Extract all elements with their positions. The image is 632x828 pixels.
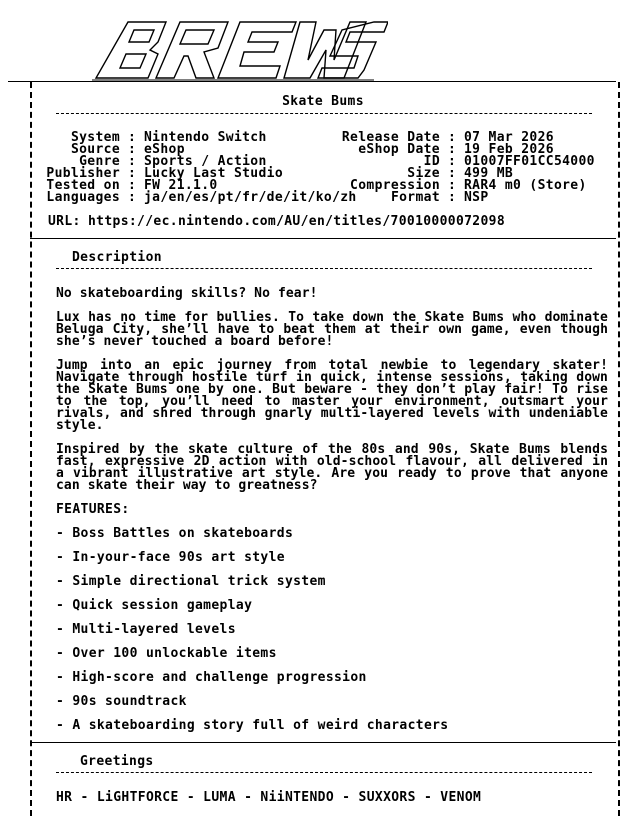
feature-item: - 90s soundtrack [56, 694, 187, 709]
info-colon: : [448, 190, 457, 205]
info-colon: : [128, 142, 137, 157]
info-value: 01007FF01CC54000 [464, 154, 595, 169]
release-title: Skate Bums [282, 94, 364, 109]
info-label: Genre [79, 154, 120, 169]
info-value: Sports / Action [144, 154, 267, 169]
brews-logo [88, 20, 388, 82]
info-label: Languages [46, 190, 120, 205]
description-rule [56, 268, 592, 269]
info-colon: : [448, 154, 457, 169]
feature-item: - Multi-layered levels [56, 622, 236, 637]
info-colon: : [128, 154, 137, 169]
info-value: Lucky Last Studio [144, 166, 284, 181]
info-label: Source [70, 142, 120, 157]
title-rule [56, 113, 592, 114]
feature-item: - A skateboarding story full of weird characters [56, 718, 449, 733]
info-colon: : [128, 130, 137, 145]
info-colon: : [448, 142, 457, 157]
url-label: URL: [48, 214, 81, 229]
info-label: Compression [350, 178, 440, 193]
info-label: Format [390, 190, 440, 205]
info-label: Tested on [46, 178, 120, 193]
feature-item: - In-your-face 90s art style [56, 550, 285, 565]
info-label: Release Date [341, 130, 440, 145]
feature-item: - Simple directional trick system [56, 574, 326, 589]
greetings-text: HR - LiGHTFORCE - LUMA - NiiNTENDO - SUXXORS - VENOM [56, 790, 482, 805]
info-value: 499 MB [464, 166, 514, 181]
info-colon: : [448, 178, 457, 193]
info-label: eShop Date [358, 142, 440, 157]
section-separator [30, 742, 616, 743]
info-value: 07 Mar 2026 [464, 130, 554, 145]
info-label: Publisher [46, 166, 120, 181]
info-value: 19 Feb 2026 [464, 142, 554, 157]
feature-item: - Quick session gameplay [56, 598, 253, 613]
store-url-link[interactable]: https://ec.nintendo.com/AU/en/titles/70010000072098 [88, 214, 506, 229]
info-value: RAR4 m0 (Store) [464, 178, 587, 193]
feature-item: - Boss Battles on skateboards [56, 526, 294, 541]
greetings-heading: Greetings [80, 754, 154, 769]
info-colon: : [128, 178, 137, 193]
description-paragraph: Inspired by the skate culture of the 80s and 90s, Skate Bums blends fast, expressive 2D action with old-school flavour, all delivered in a vibrant illustrative art style. Are you ready to prove that anyone can skate their way to greatness? [56, 442, 608, 493]
info-value: ja/en/es/pt/fr/de/it/ko/zh [144, 190, 357, 205]
section-separator [30, 238, 616, 239]
info-value: Nintendo Switch [144, 130, 267, 145]
description-heading: Description [72, 250, 162, 265]
description-paragraph: No skateboarding skills? No fear! [56, 286, 318, 301]
features-heading: FEATURES: [56, 502, 130, 517]
info-colon: : [128, 190, 137, 205]
greetings-rule [56, 772, 592, 773]
info-value: eShop [144, 142, 185, 157]
info-value: NSP [464, 190, 489, 205]
feature-item: - Over 100 unlockable items [56, 646, 277, 661]
info-value: FW 21.1.0 [144, 178, 218, 193]
info-colon: : [448, 130, 457, 145]
info-label: ID [423, 154, 440, 169]
info-label: Size [407, 166, 440, 181]
info-colon: : [448, 166, 457, 181]
info-colon: : [128, 166, 137, 181]
feature-item: - High-score and challenge progression [56, 670, 367, 685]
description-paragraph: Lux has no time for bullies. To take down the Skate Bums who dominate Beluga City, she’ll have to beat them at their own game, even though she’s never touched a board before! [56, 310, 608, 349]
info-label: System [70, 130, 120, 145]
description-paragraph: Jump into an epic journey from total newbie to legendary skater! Navigate through hostile turf in quick, intense sessions, taking down the Skate Bums one by one. But beware - they don’t play fair! To rise to the top, you’ll need to master your environment, outsmart your rivals, and shred through gnarly multi-layered levels with undeniable style. [56, 358, 608, 433]
